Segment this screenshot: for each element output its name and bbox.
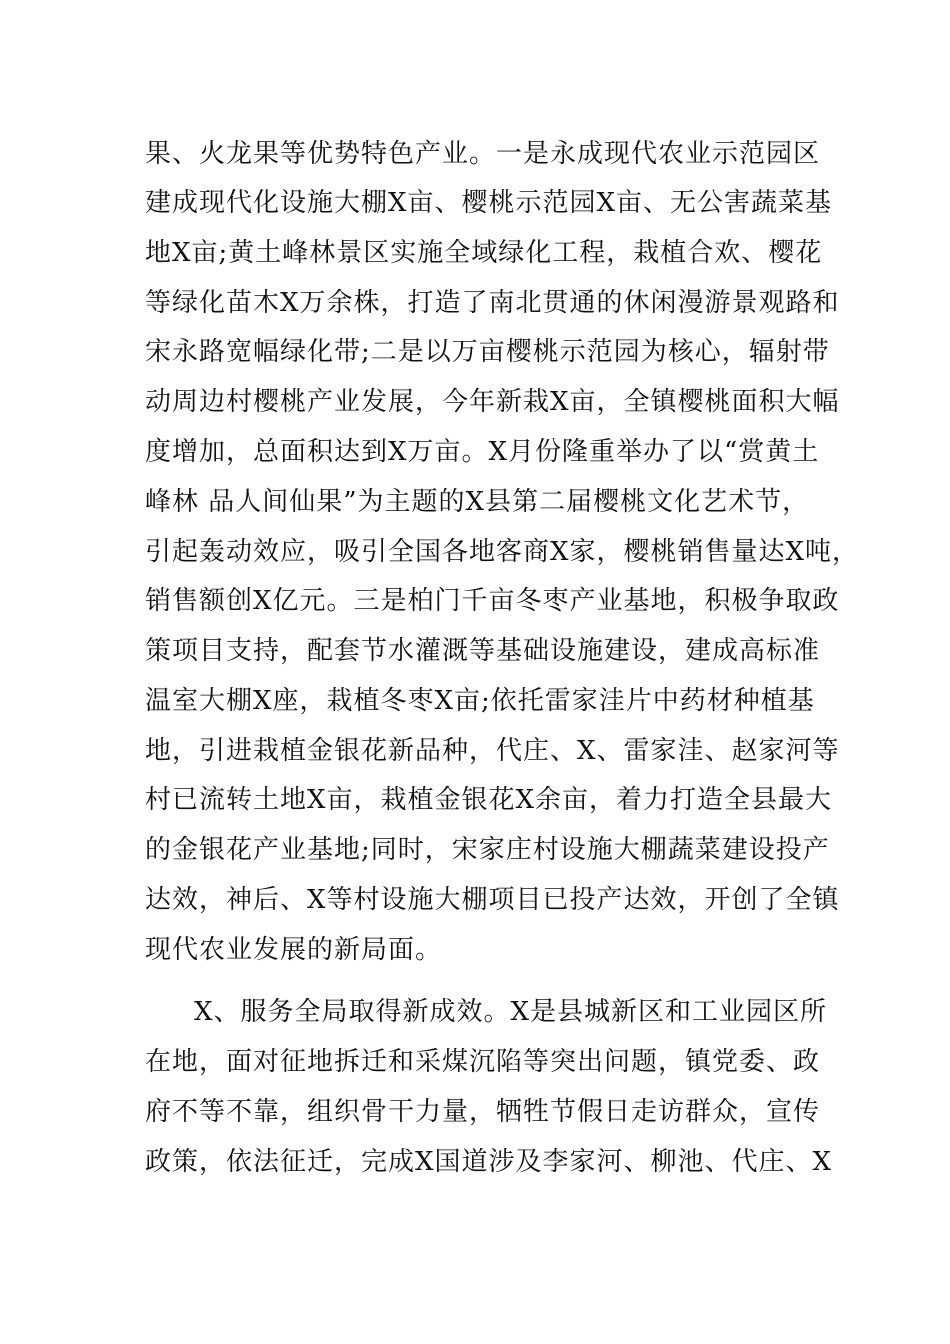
section-heading-line: X、服务全局取得新成效。X是县城新区和工业园区所 <box>194 997 828 1027</box>
text-line: 的金银花产业基地;同时，宋家庄村设施大棚蔬菜建设投产 <box>145 835 830 865</box>
text-line: 销售额创X亿元。三是柏门千亩冬枣产业基地，积极争取政 <box>145 586 840 616</box>
text-line: 在地，面对征地拆迁和采煤沉陷等突出问题，镇党委、政 <box>145 1047 821 1077</box>
text-line: 等绿化苗木X万余株，打造了南北贯通的休闲漫游景观路和 <box>145 288 840 318</box>
text-line: 引起轰动效应，吸引全国各地客商X家，樱桃销售量达X吨， <box>145 537 860 567</box>
text-line: 府不等不靠，组织骨干力量，牺牲节假日走访群众，宣传 <box>145 1097 821 1127</box>
text-line: 峰林 品人间仙果”为主题的X县第二届樱桃文化艺术节， <box>145 487 810 517</box>
text-line: 政策，依法征迁，完成X国道涉及李家河、柳池、代庄、X <box>145 1147 833 1177</box>
text-line: 地X亩;黄土峰林景区实施全域绿化工程，栽植合欢、樱花 <box>145 238 823 268</box>
text-line: 村已流转土地X亩，栽植金银花X余亩，着力打造全县最大 <box>145 785 833 815</box>
text-line: 地，引进栽植金银花新品种，代庄、X、雷家洼、赵家河等 <box>145 736 840 766</box>
text-line: 现代农业发展的新局面。 <box>145 935 443 965</box>
text-line: 达效，神后、X等村设施大棚项目已投产达效，开创了全镇 <box>145 885 840 915</box>
text-line: 温室大棚X座，栽植冬枣X亩;依托雷家洼片中药材种植基 <box>145 686 815 716</box>
text-line: 度增加，总面积达到X万亩。X月份隆重举办了以“赏黄土 <box>145 437 820 467</box>
text-line: 动周边村樱桃产业发展，今年新栽X亩，全镇樱桃面积大幅 <box>145 387 840 417</box>
text-line: 建成现代化设施大棚X亩、樱桃示范园X亩、无公害蔬菜基 <box>145 188 833 218</box>
text-line: 果、火龙果等优势特色产业。一是永成现代农业示范园区 <box>145 139 821 169</box>
text-line: 策项目支持，配套节水灌溉等基础设施建设，建成高标准 <box>145 636 821 666</box>
text-line: 宋永路宽幅绿化带;二是以万亩樱桃示范园为核心，辐射带 <box>145 337 830 367</box>
